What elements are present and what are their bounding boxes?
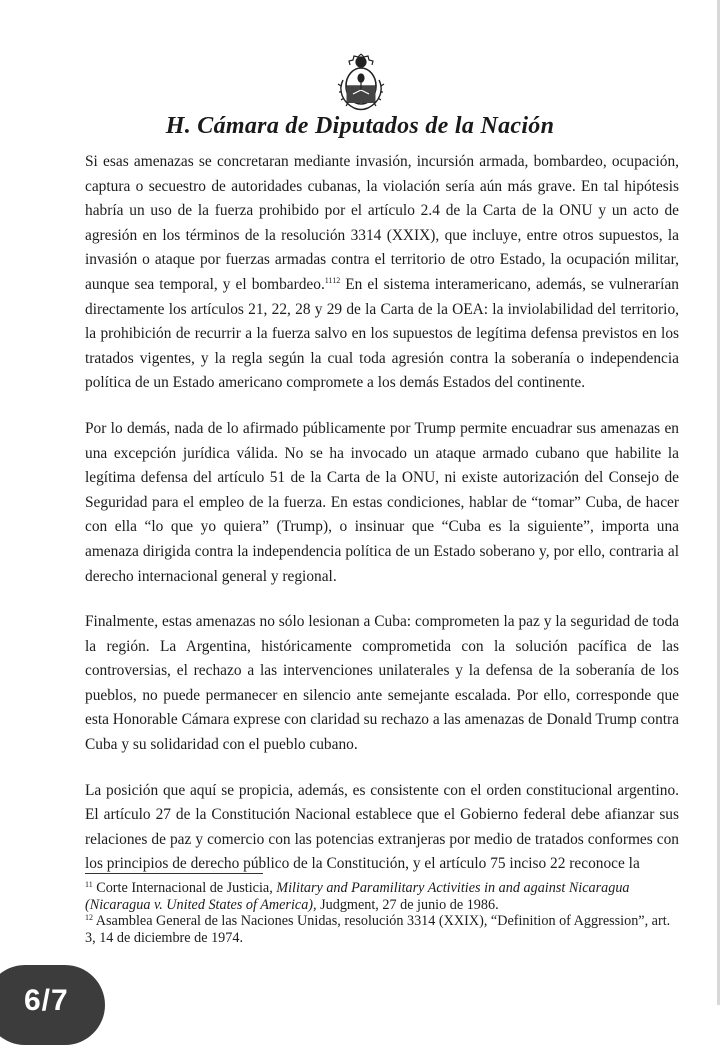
footnote-11-text-a: Corte Internacional de Justicia, [92, 880, 277, 896]
paragraph-2: Por lo demás, nada de lo afirmado públicamente por Trump permite encuadrar sus amenazas en una excepción jurídica válida. No se ha invocado un ataque armado cubano que habilite la legítima defensa del artículo 51 de la Carta de la ONU, ni existe autorización del Consejo de Seguridad para el empleo de la fuerza. En estas condiciones, hablar de “tomar” Cuba, de hacer con ella “lo que yo quiera” (Trump), o insinuar que “Cuba es la siguiente”, importa una amenaza dirigida contra la independencia política de un Estado soberano y, por ello, contraria al derecho internacional general y regional. [85, 419, 679, 585]
footnote-11-text-b: , Judgment, 27 de junio de 1986. [313, 896, 499, 913]
footnotes [85, 880, 675, 946]
footnote-12-marker: 12 [85, 913, 93, 923]
paragraph-4: La posición que aquí se propicia, además, es consistente con el orden constitucional argentino. El artículo 27 de la Constitución Nacional establece que el Gobierno federal debe afianzar sus relaciones de paz y comercio con las potencias extranjeras por medio de tratados conformes con los principios de derecho público de la Constitución, y el artículo 75 inciso 22 reconoce la [85, 781, 679, 873]
paragraph-1-text-a: Si esas amenazas se concretaran mediante invasión, incursión armada, bombardeo, ocupación, captura o secuestro de autoridades cubanas, la violación sería aún más grave. En tal hipótesis habría un uso de la fuerza prohibido por el artículo 2.4 de la Carta de la ONU y un acto de agresión en los términos de la resolución 3314 (XXIX), que incluye, entre otros supuestos, la invasión o ataque por fuerzas armadas contra el territorio de otro Estado, la ocupación militar, aunque sea temporal, y el bombardeo. [85, 153, 679, 293]
chamber-header-title: H. Cámara de Diputados de la Nación [165, 113, 555, 139]
paragraph-3: Finalmente, estas amenazas no sólo lesionan a Cuba: comprometen la paz y la seguridad de toda la región. La Argentina, históricamente comprometida con la solución pacífica de las controversias, el rechazo a las intervenciones unilaterales y la defensa de la soberanía de los pueblos, no puede permanecer en silencio ante semejante escalada. Por ello, corresponde que esta Honorable Cámara exprese con claridad su rechazo a las amenazas de Donald Trump contra Cuba y su solidaridad con el pueblo cubano. [85, 613, 680, 754]
footnote-12-text: Asamblea General de las Naciones Unidas, resolución 3314 (XXIX), “Definition of Aggression”, art. 3, 14 de diciembre de 1974. [85, 913, 671, 946]
page-indicator: 6/7 [24, 984, 69, 1017]
paragraph-1-text-b: En el sistema interamericano, además, se vulnerarían directamente los artículos 21, 22, 28 y 29 de la Carta de la OEA: la inviolabilidad del territorio, la prohibición de recurrir a la fuerza salvo en los supuestos de legítima defensa previstos en los tratados vigentes, y la regla según la cual toda agresión contra la soberanía o independencia política de un Estado americano compromete a los demás Estados del continente. [85, 275, 679, 392]
footnote-divider [85, 873, 263, 874]
footnote-12 [85, 913, 675, 946]
paragraph-1 [85, 150, 679, 396]
document-body [85, 150, 679, 898]
footnote-11 [85, 880, 675, 913]
footnote-ref[interactable]: 1112 [324, 275, 341, 285]
footnote-11-case-title: Military and Paramilitary Activities in and against Nicaragua (Nicaragua v. United States of America) [85, 880, 630, 913]
coat-of-arms-icon [334, 50, 388, 112]
footnote-11-marker: 11 [85, 880, 93, 889]
